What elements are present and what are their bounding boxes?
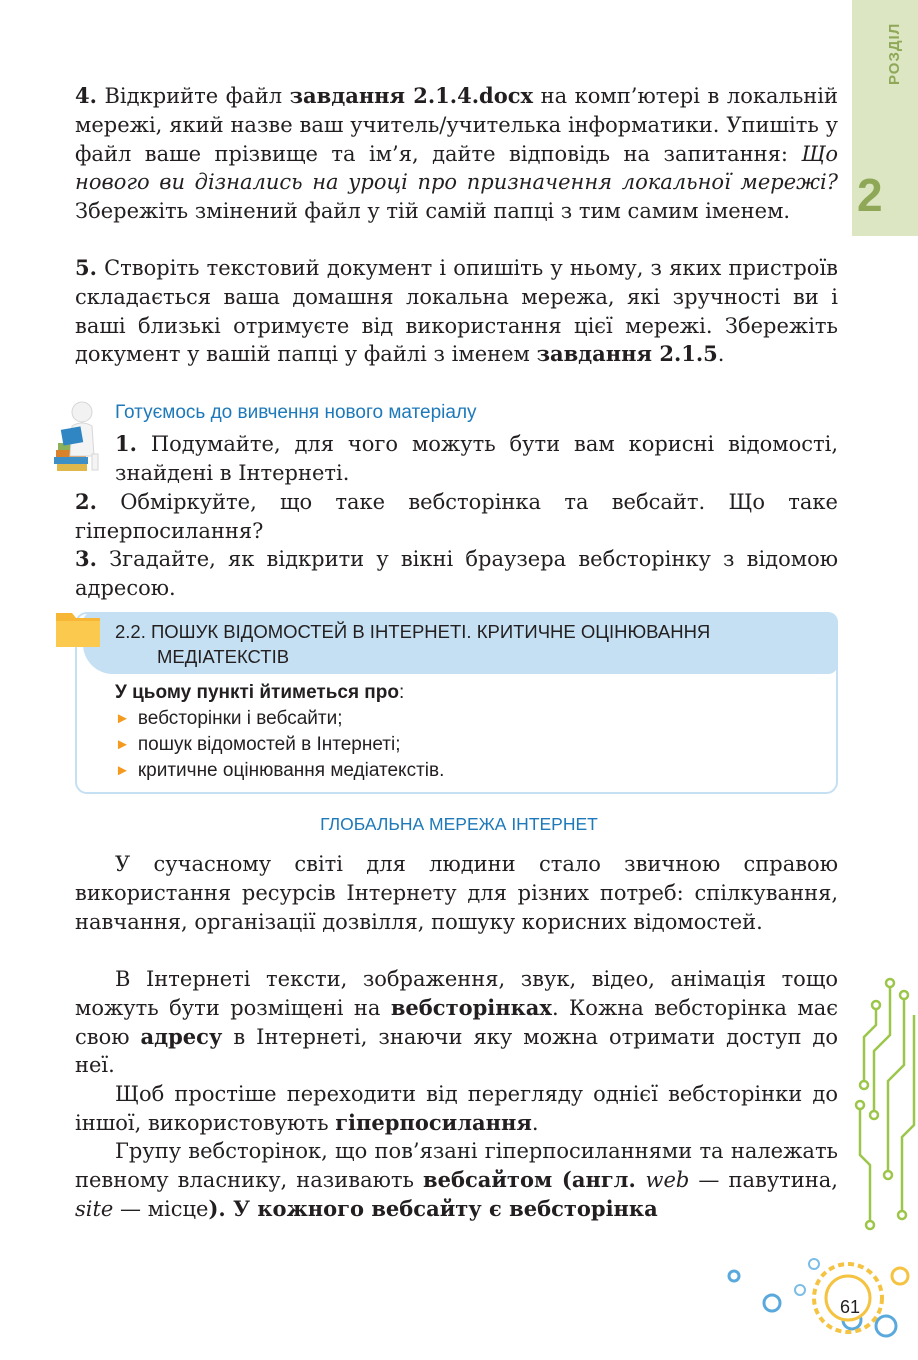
folder-icon <box>54 607 102 649</box>
gears-decoration-icon <box>710 1240 918 1360</box>
prep-item-3-text: Згадайте, як відкрити у вікні браузера вебсторінку з відомою адресою. <box>75 547 838 600</box>
paragraph-3 <box>75 1080 838 1138</box>
section-bullet <box>115 760 444 782</box>
paragraph-4-text-5: ). У кожного вебсайту є вебсторінка <box>208 1195 658 1221</box>
section-bullet <box>115 734 401 756</box>
paragraph-4-text-2: (англ. <box>552 1166 646 1192</box>
topic-heading: ГЛОБАЛЬНА МЕРЕЖА ІНТЕРНЕТ <box>320 814 598 834</box>
task-4-text-3: Збережіть змінений файл у тій самій папці з тим самим іменем. <box>75 199 791 224</box>
task-4-text-2: на комп’ютері в локальній мережі, який назве ваш учитель/учителька інформатики. Упишіть у файл ваше прізвище та ім’я, дайте відповідь на запитання: <box>75 84 838 166</box>
paragraph-2-text-2: . Кожна вебсторінка має свою <box>75 995 838 1049</box>
prep-item-1-number: 1. <box>115 431 137 456</box>
task-5-text-2: . <box>717 342 725 367</box>
page-number: 61 <box>839 1297 861 1317</box>
section-intro <box>115 682 404 704</box>
task-5-text-1: Створіть текстовий документ і опишіть у ньому, з яких пристроїв складається ваша домашня локальна мережа, які зручності ви і ваші близькі отримуєте від використання цієї мережі. Збережіть документ у вашій папці у файлі з іменем <box>75 256 838 367</box>
bullet-arrow-icon: ► <box>115 736 130 753</box>
reading-figure-icon <box>48 398 108 476</box>
paragraph-3-text-2: . <box>531 1110 539 1135</box>
task-5-filename: завдання 2.1.5 <box>536 341 718 367</box>
task-4-filename: завдання 2.1.4.docx <box>289 83 534 108</box>
chapter-tab-label: РОЗДІЛ <box>886 22 903 85</box>
prep-item-1-text: Подумайте, для чого можуть бути вам корисні відомості, знайдені в Інтернеті. <box>115 432 838 485</box>
bullet-arrow-icon: ► <box>115 762 130 779</box>
task-4 <box>75 82 838 226</box>
term-webpages: вебсторінках <box>390 994 552 1020</box>
section-bullet-text: критичне оцінювання медіатекстів. <box>137 760 445 781</box>
task-4-number: 4. <box>75 83 97 108</box>
task-4-question: Що нового ви дізнались на уроці про призначення локальної мережі? <box>75 141 838 195</box>
section-title <box>115 619 710 669</box>
paragraph-4-text-3: — павутина, <box>689 1167 838 1192</box>
paragraph-1: У сучасному світі для людини стало звичною справою використання ресурсів Інтернету для різних потреб: спілкування, навчання, організації дозвілля, пошуку корисних відомостей. <box>75 852 838 934</box>
task-5 <box>75 254 838 369</box>
section-bullet <box>115 708 342 730</box>
paragraph-4-text-1: Групу вебсторінок, що пов’язані гіперпосиланнями та належать певному власнику, називають <box>75 1139 838 1192</box>
section-intro-colon: : <box>399 682 405 703</box>
task-5-number: 5. <box>75 255 97 280</box>
paragraph-3-text-1: Щоб простіше переходити від перегляду однієї вебсторінки до іншої, використовують <box>75 1082 838 1135</box>
section-intro-text: У цьому пункті йтиметься про <box>115 682 399 703</box>
chapter-number: 2 <box>857 169 883 221</box>
circuit-decoration-icon <box>850 975 918 1245</box>
prep-item-3 <box>75 545 838 603</box>
paragraph-4-text-4: — місце <box>113 1196 209 1221</box>
prep-item-2-text: Обміркуйте, що таке вебсторінка та вебсайт. Що таке гіперпосилання? <box>75 490 838 543</box>
paragraph-2 <box>75 965 838 1080</box>
section-title-line-2: МЕДІАТЕКСТІВ <box>157 646 290 667</box>
paragraph-2-text-1: В Інтернеті тексти, зображення, звук, відео, анімація тощо можуть бути розміщені на <box>75 967 838 1020</box>
term-website: вебсайтом <box>423 1166 553 1192</box>
term-web: web <box>645 1167 690 1192</box>
term-site: site <box>75 1196 114 1221</box>
section-bullet-text: вебсторінки і вебсайти; <box>137 708 343 729</box>
prep-item-2-number: 2. <box>75 489 97 514</box>
term-address: адресу <box>140 1023 223 1049</box>
bullet-arrow-icon: ► <box>115 710 130 727</box>
term-hyperlinks: гіперпосилання <box>335 1109 532 1135</box>
section-title-line-1: 2.2. ПОШУК ВІДОМОСТЕЙ В ІНТЕРНЕТІ. КРИТИЧНЕ ОЦІНЮВАННЯ <box>115 621 711 642</box>
prep-item-3-number: 3. <box>75 546 97 571</box>
prep-item-2 <box>75 488 838 546</box>
paragraph-2-text-3: в Інтернеті, знаючи яку можна отримати доступ до неї. <box>75 1024 838 1078</box>
section-bullet-text: пошук відомостей в Інтернеті; <box>137 734 401 755</box>
paragraph-4 <box>75 1137 838 1223</box>
prep-heading: Готуємось до вивчення нового матеріалу <box>115 402 477 423</box>
task-4-text-1: Відкрийте файл <box>96 84 290 108</box>
prep-item-1 <box>115 430 838 488</box>
